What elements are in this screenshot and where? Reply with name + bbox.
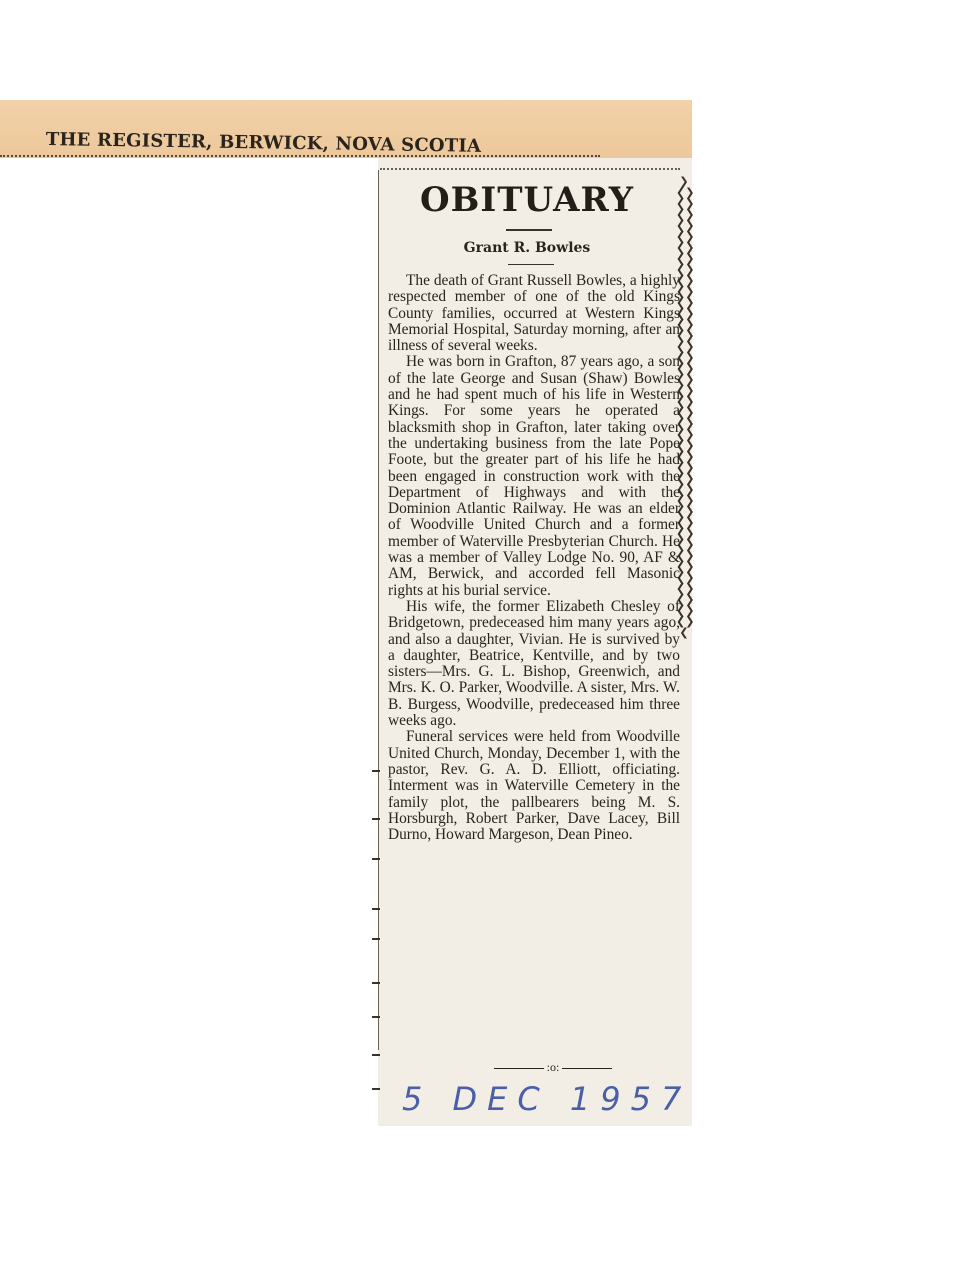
article-paragraph: Funeral services were held from Woodville United Church, Monday, December 1, with the pastor, Rev. G. A. D. Elliott, officiating. Interment was in Waterville Cemetery in the family plot, the pallbearers being M. S. Horsburgh, Robert Parker, Dave Lacey, Bill Durno, Howard Margeson, Dean Pineo.: [388, 728, 680, 844]
obituary-body: [388, 273, 680, 843]
masthead-divider: [0, 155, 600, 157]
article-paragraph: He was born in Grafton, 87 years ago, a son of the late George and Susan (Shaw) Bowles and he had spent much of his life in Western Kings. For some years he operated a blacksmith shop in Grafton, later taking over the undertaking business from the late Pope Foote, but the greater part of his life he had been engaged in construction work with the Department of Highways and with the Dominion Atlantic Railway. He was an elder of Woodville United Church and a former member of Waterville Presbyterian Church. He was a member of Valley Lodge No. 90, AF & AM, Berwick, and accorded fell Masonic rights at his burial service.: [388, 353, 680, 599]
newspaper-masthead: THE REGISTER, BERWICK, NOVA SCOTIA: [45, 129, 482, 157]
neighbouring-column-fragments: [372, 770, 384, 1100]
handwritten-date: 5 DEC 1957: [402, 1080, 692, 1118]
subhead-rule: [508, 264, 554, 265]
obituary-heading: OBITUARY: [419, 180, 635, 220]
clipping-top-rule: [380, 168, 680, 170]
article-paragraph: The death of Grant Russell Bowles, a highly respected member of one of the old Kings County families, occurred at Western Kings Memorial Hospital, Saturday morning, after an illness of several weeks.: [388, 272, 680, 355]
deceased-name: Grant R. Bowles: [463, 240, 591, 256]
article-paragraph: His wife, the former Elizabeth Chesley of Bridgetown, predeceased him many years ago, and also a daughter, Vivian. He is survived by a daughter, Beatrice, Kentville, and by two sisters—Mrs. G. L. Bishop, Greenwich, and Mrs. K. O. Parker, Woodville. A sister, Mrs. W. B. Burgess, Woodville, predeceased him three weeks ago.: [388, 597, 680, 730]
end-of-article-mark: :o:: [478, 1060, 628, 1075]
column-border-right: ❯❮❯❮❯❮❯❮❯❮❯❮❯❮❯❮❯❮❯❮❯❮❯❮❯❮❯❮❯❮❯❮❯❮❯❮❯❮❯❮❯❮❯❮❯❮❯❮❯❮❯❮❯❮❯❮❯❮❯❮❯❮❯❮❯❮❯❮❯❮❯❮❯❮❯❮❯❮❯❮❯❮: [676, 175, 695, 639]
heading-rule: [506, 229, 552, 231]
